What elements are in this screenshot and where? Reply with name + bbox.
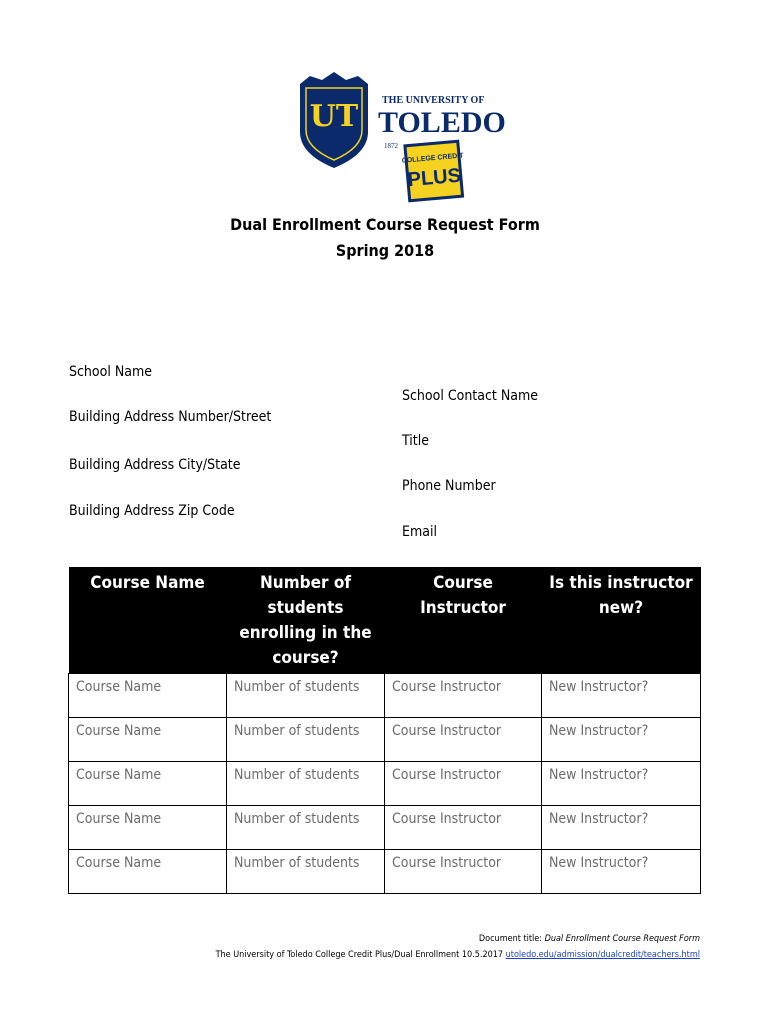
shield-letters: UT	[309, 99, 359, 134]
course-instructor-input[interactable]: Course Instructor	[385, 674, 542, 718]
table-header-row	[69, 567, 701, 674]
course-instructor-input[interactable]: Course Instructor	[385, 806, 542, 850]
footer-document-title	[479, 934, 700, 944]
number-of-students-input[interactable]: Number of students	[227, 806, 385, 850]
university-of-toledo-logo	[296, 70, 506, 212]
course-request-table	[68, 567, 701, 894]
address-street-field[interactable]: Building Address Number/Street	[69, 409, 272, 425]
logo-line1: THE UNIVERSITY OF	[382, 95, 485, 106]
logo-year: 1872	[384, 142, 398, 150]
address-city-field[interactable]: Building Address City/State	[69, 457, 241, 473]
table-row	[69, 806, 701, 850]
svg-text:COLLEGE CREDIT: COLLEGE CREDIT	[401, 152, 464, 165]
table-row	[69, 718, 701, 762]
header-instructor-new: Is this instructor new?	[542, 567, 701, 674]
table-row	[69, 674, 701, 718]
course-name-input[interactable]: Course Name	[69, 674, 227, 718]
footer-doc-title: Dual Enrollment Course Request Form	[544, 934, 700, 944]
course-instructor-input[interactable]: Course Instructor	[385, 850, 542, 894]
school-name-field[interactable]: School Name	[69, 364, 152, 380]
number-of-students-input[interactable]: Number of students	[227, 674, 385, 718]
logo-line2: TOLEDO	[378, 106, 506, 139]
phone-field[interactable]: Phone Number	[402, 478, 496, 494]
college-credit-plus-badge	[400, 139, 467, 202]
footer-doc-title-label: Document title:	[478, 934, 545, 944]
contact-title-field[interactable]: Title	[402, 433, 429, 449]
new-instructor-input[interactable]: New Instructor?	[542, 762, 701, 806]
header-course-instructor: Course Instructor	[385, 567, 542, 674]
email-field[interactable]: Email	[402, 524, 437, 540]
header-number-of-students: Number of students enrolling in the course?	[227, 567, 385, 674]
footer-source-line	[216, 950, 700, 960]
header-course-name: Course Name	[69, 567, 227, 674]
form-title: Dual Enrollment Course Request Form	[230, 215, 540, 234]
course-instructor-input[interactable]: Course Instructor	[385, 762, 542, 806]
svg-text:PLUS: PLUS	[406, 164, 462, 192]
form-subtitle: Spring 2018	[335, 241, 435, 260]
course-name-input[interactable]: Course Name	[69, 806, 227, 850]
course-instructor-input[interactable]: Course Instructor	[385, 718, 542, 762]
course-name-input[interactable]: Course Name	[69, 718, 227, 762]
new-instructor-input[interactable]: New Instructor?	[542, 806, 701, 850]
number-of-students-input[interactable]: Number of students	[227, 718, 385, 762]
number-of-students-input[interactable]: Number of students	[227, 762, 385, 806]
footer-link[interactable]: utoledo.edu/admission/dualcredit/teachers.html	[505, 950, 700, 960]
new-instructor-input[interactable]: New Instructor?	[542, 718, 701, 762]
course-name-input[interactable]: Course Name	[69, 762, 227, 806]
course-name-input[interactable]: Course Name	[69, 850, 227, 894]
table-row	[69, 762, 701, 806]
new-instructor-input[interactable]: New Instructor?	[542, 674, 701, 718]
contact-name-field[interactable]: School Contact Name	[402, 388, 538, 404]
footer-source-text: The University of Toledo College Credit Plus/Dual Enrollment 10.5.2017	[215, 950, 506, 960]
new-instructor-input[interactable]: New Instructor?	[542, 850, 701, 894]
table-row	[69, 850, 701, 894]
number-of-students-input[interactable]: Number of students	[227, 850, 385, 894]
address-zip-field[interactable]: Building Address Zip Code	[69, 503, 235, 519]
